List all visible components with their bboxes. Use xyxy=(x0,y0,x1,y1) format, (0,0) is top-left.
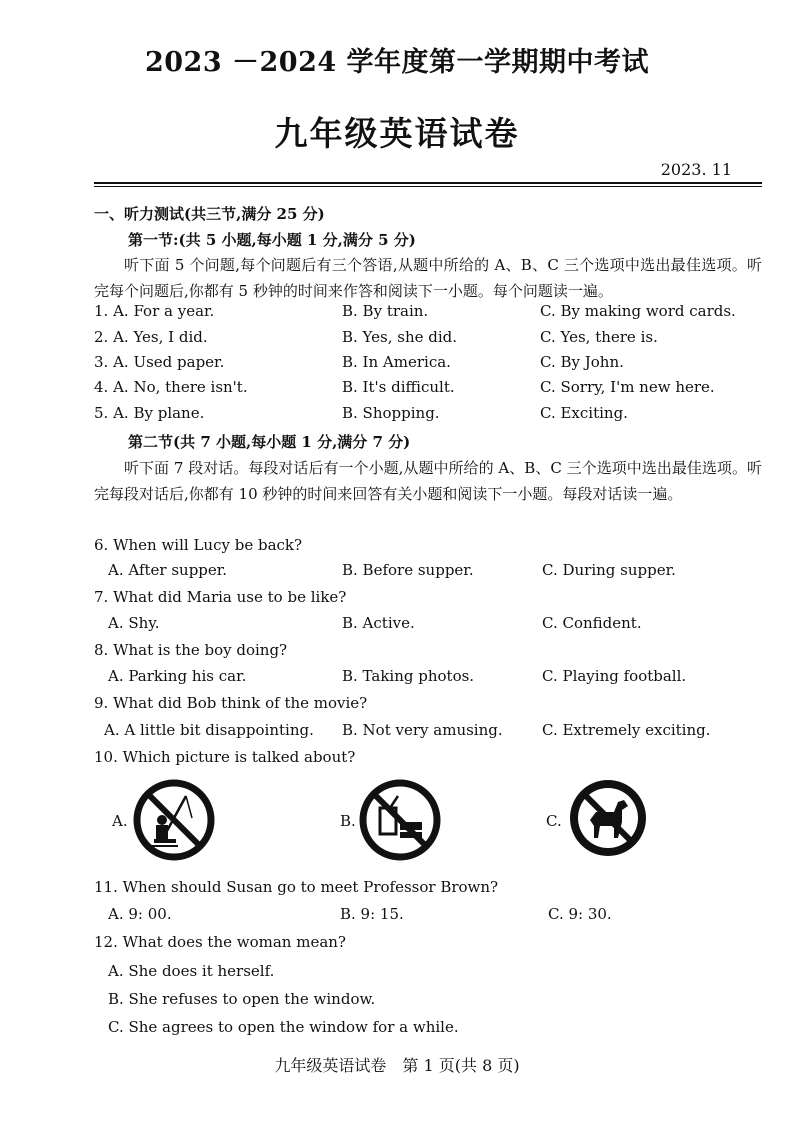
q10-label-b: B. xyxy=(340,812,356,830)
q5-option-a: 5. A. By plane. xyxy=(94,404,205,422)
q10-label-a: A. xyxy=(112,812,128,830)
q12-option-a: A. She does it herself. xyxy=(108,962,275,980)
q11-option-b: B. 9: 15. xyxy=(340,905,404,923)
q9-option-c: C. Extremely exciting. xyxy=(542,721,711,739)
q12-option-c: C. She agrees to open the window for a while. xyxy=(108,1018,459,1036)
q10-stem: 10. Which picture is talked about? xyxy=(94,748,356,766)
q9-option-b: B. Not very amusing. xyxy=(342,721,503,739)
q11-stem: 11. When should Susan go to meet Professor Brown? xyxy=(94,878,499,896)
q2-option-c: C. Yes, there is. xyxy=(540,328,658,346)
q6-option-b: B. Before supper. xyxy=(342,561,474,579)
part1-heading: 一、听力测试(共三节,满分 25 分) xyxy=(94,205,325,223)
q3-option-b: B. In America. xyxy=(342,353,451,371)
q5-option-c: C. Exciting. xyxy=(540,404,628,422)
paper-title: 九年级英语试卷 xyxy=(274,114,520,153)
q7-option-b: B. Active. xyxy=(342,614,415,632)
q9-option-a: A. A little bit disappointing. xyxy=(104,721,314,739)
section1-instructions: 听下面 5 个问题,每个问题后有三个答语,从题中所给的 A、B、C 三个选项中选出最佳选项。听完每个问题后,你都有 5 秒钟的时间来作答和阅读下一小题。每个问题读一遍。 xyxy=(94,256,762,300)
no-food-icon xyxy=(358,778,442,862)
header-rule-thin xyxy=(94,186,762,187)
q5-option-b: B. Shopping. xyxy=(342,404,440,422)
q8-option-b: B. Taking photos. xyxy=(342,667,475,685)
q3-option-c: C. By John. xyxy=(540,353,624,371)
q4-option-a: 4. A. No, there isn't. xyxy=(94,378,248,396)
q1-option-b: B. By train. xyxy=(342,302,429,320)
q12-stem: 12. What does the woman mean? xyxy=(94,933,346,951)
q9-stem: 9. What did Bob think of the movie? xyxy=(94,694,368,712)
q3-option-a: 3. A. Used paper. xyxy=(94,353,225,371)
q11-option-a: A. 9: 00. xyxy=(108,905,172,923)
q8-option-c: C. Playing football. xyxy=(542,667,687,685)
page-footer: 九年级英语试卷 第 1 页(共 8 页) xyxy=(274,1056,520,1075)
section2-instructions: 听下面 7 段对话。每段对话后有一个小题,从题中所给的 A、B、C 三个选项中选出最佳选项。听完每段对话后,你都有 10 秒钟的时间来回答有关小题和阅读下一小题。每段对话读一遍。 xyxy=(94,459,762,503)
no-dogs-icon xyxy=(566,776,650,860)
q1-option-a: 1. A. For a year. xyxy=(94,302,215,320)
q7-option-a: A. Shy. xyxy=(108,614,160,632)
q2-option-a: 2. A. Yes, I did. xyxy=(94,328,208,346)
q6-option-a: A. After supper. xyxy=(108,561,228,579)
q7-option-c: C. Confident. xyxy=(542,614,642,632)
q8-option-a: A. Parking his car. xyxy=(108,667,247,685)
header-rule xyxy=(94,182,762,184)
q7-stem: 7. What did Maria use to be like? xyxy=(94,588,347,606)
q4-option-b: B. It's difficult. xyxy=(342,378,455,396)
exam-title: 2023 －2024 学年度第一学期期中考试 xyxy=(144,47,650,78)
no-fishing-icon xyxy=(132,778,216,862)
q6-option-c: C. During supper. xyxy=(542,561,676,579)
q1-option-c: C. By making word cards. xyxy=(540,302,736,320)
q6-stem: 6. When will Lucy be back? xyxy=(94,536,303,554)
section2-heading: 第二节(共 7 小题,每小题 1 分,满分 7 分) xyxy=(128,433,411,451)
exam-date: 2023. 11 xyxy=(660,160,732,179)
q2-option-b: B. Yes, she did. xyxy=(342,328,458,346)
q10-label-c: C. xyxy=(546,812,562,830)
q4-option-c: C. Sorry, I'm new here. xyxy=(540,378,715,396)
q8-stem: 8. What is the boy doing? xyxy=(94,641,288,659)
section1-heading: 第一节:(共 5 小题,每小题 1 分,满分 5 分) xyxy=(128,231,416,249)
q12-option-b: B. She refuses to open the window. xyxy=(108,990,376,1008)
q11-option-c: C. 9: 30. xyxy=(548,905,612,923)
